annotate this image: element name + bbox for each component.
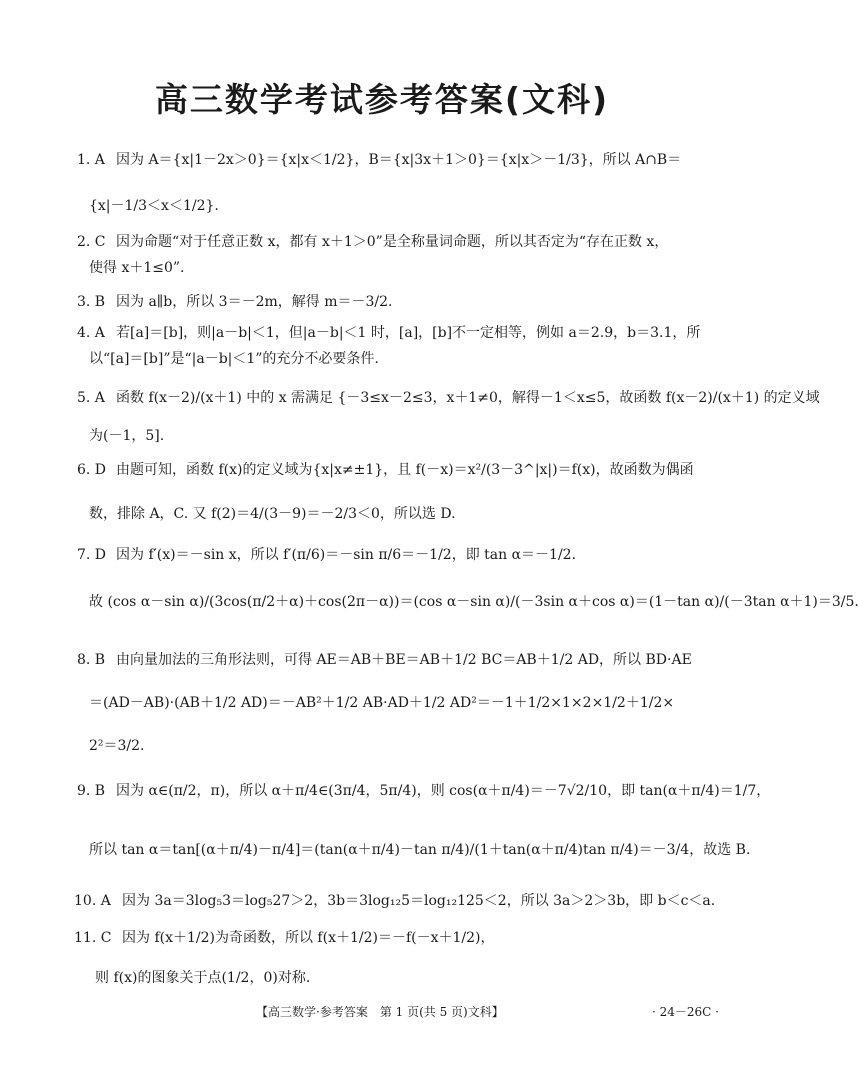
answer-number: 2. C	[77, 234, 106, 250]
answer-number: 7. D	[77, 547, 107, 563]
answer-line: 因为 α∈(π/2，π)，所以 α＋π/4∈(3π/4，5π/4)，则 cos(α＋π/4)＝－7√2/10，即 tan(α＋π/4)＝1/7，	[116, 783, 771, 799]
answer-line: 数，排除 A，C. 又 f(2)＝4/(3－9)＝－2/3＜0，所以选 D.	[89, 506, 456, 522]
answer-number: 8. B	[77, 652, 106, 668]
answer-number: 4. A	[77, 325, 105, 341]
answer-number: 5. A	[77, 390, 105, 406]
answer-line: 因为 f(x＋1/2)为奇函数，所以 f(x＋1/2)＝－f(－x＋1/2)，	[122, 930, 495, 946]
answer-line: 所以 tan α＝tan[(α＋π/4)－π/4]＝(tan(α＋π/4)－tan π/4)/(1＋tan(α＋π/4)tan π/4)＝－3/4，故选 B.	[89, 842, 751, 858]
answer-line: 因为命题“对于任意正数 x，都有 x＋1＞0”是全称量词命题，所以其否定为“存在正数 x，	[116, 234, 669, 250]
answer-line: 以“[a]＝[b]”是“|a－b|＜1”的充分不必要条件.	[89, 351, 379, 367]
answer-line: 因为 a∥b，所以 3＝－2m，解得 m＝－3/2.	[116, 294, 393, 310]
footer-code: · 24－26C ·	[652, 1005, 719, 1019]
answer-number: 1. A	[77, 152, 105, 168]
answer-line: 由向量加法的三角形法则，可得 AE＝AB＋BE＝AB＋1/2 BC＝AB＋1/2 AD，所以 BD·AE	[116, 652, 692, 668]
answer-line: 函数 f(x－2)/(x＋1) 中的 x 需满足 {－3≤x－2≤3，x＋1≠0，解得－1＜x≤5，故函数 f(x－2)/(x＋1) 的定义域	[116, 390, 820, 406]
answer-line: ＝(AD－AB)·(AB＋1/2 AD)＝－AB²＋1/2 AB·AD＋1/2 AD²＝－1＋1/2×1×2×1/2＋1/2×	[89, 695, 675, 711]
answer-line: 为(－1，5].	[89, 428, 165, 444]
answer-line: 因为 A＝{x|1－2x＞0}＝{x|x＜1/2}，B＝{x|3x＋1＞0}＝{x|x＞－1/3}，所以 A∩B＝	[116, 152, 682, 168]
answer-line: 因为 3a＝3log₅3＝log₅27＞2，3b＝3log₁₂5＝log₁₂125＜2，所以 3a＞2＞3b，即 b＜c＜a.	[122, 893, 716, 909]
answer-number: 10. A	[74, 893, 111, 909]
answer-number: 11. C	[74, 930, 112, 946]
answer-line: 使得 x＋1≤0”.	[89, 260, 185, 276]
answer-number: 9. B	[77, 783, 106, 799]
answer-line: {x|－1/3＜x＜1/2}.	[89, 198, 219, 214]
answer-line: 则 f(x)的图象关于点(1/2，0)对称.	[95, 970, 311, 986]
footer-page-info: 【高三数学·参考答案 第 1 页(共 5 页)文科】	[256, 1005, 504, 1019]
answer-line: 故 (cos α－sin α)/(3cos(π/2＋α)＋cos(2π－α))＝(cos α－sin α)/(－3sin α＋cos α)＝(1－tan α)/(－3tan α＋1)＝3/5.	[89, 594, 859, 610]
page-title: 高三数学考试参考答案(文科)	[154, 80, 610, 119]
answer-number: 3. B	[77, 294, 106, 310]
answer-line: 因为 f′(x)＝－sin x，所以 f′(π/6)＝－sin π/6＝－1/2，即 tan α＝－1/2.	[116, 547, 577, 563]
answer-line: 2²＝3/2.	[89, 738, 145, 754]
answer-number: 6. D	[77, 462, 107, 478]
answer-line: 由题可知，函数 f(x)的定义域为{x|x≠±1}，且 f(－x)＝x²/(3－3^|x|)＝f(x)，故函数为偶函	[116, 462, 694, 478]
answer-line: 若[a]＝[b]，则|a－b|＜1，但|a－b|＜1 时，[a]，[b]不一定相等，例如 a＝2.9，b＝3.1，所	[116, 325, 701, 341]
